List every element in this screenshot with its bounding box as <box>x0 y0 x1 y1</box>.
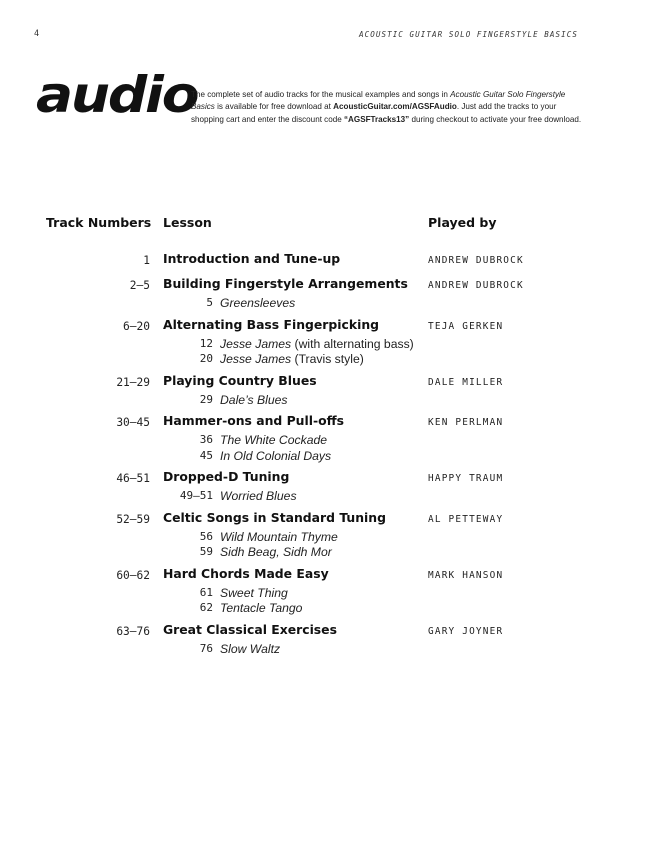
track-row-main <box>0 412 648 433</box>
song-title-line <box>220 545 332 559</box>
song-title: Jesse James <box>220 352 292 366</box>
song-title-line <box>220 489 297 503</box>
track-row-main <box>0 621 648 642</box>
track-row <box>0 275 648 312</box>
song-title: The White Cockade <box>220 433 328 447</box>
lesson-title: Playing Country Blues <box>163 372 317 388</box>
track-row-main <box>0 275 648 296</box>
lesson-title: Great Classical Exercises <box>163 621 337 637</box>
lesson-title: Introduction and Tune-up <box>163 251 341 266</box>
song-row <box>0 449 648 465</box>
lesson-title: Building Fingerstyle Arrangements <box>163 276 408 291</box>
track-row-main <box>0 565 648 586</box>
track-row-main <box>0 250 648 271</box>
performer-name: DALE MILLER <box>428 376 504 388</box>
song-title: In Old Colonial Days <box>220 448 332 463</box>
song-title-line <box>220 586 288 600</box>
song-row <box>0 642 648 658</box>
discount-code: “AGSFTracks13” <box>344 114 410 124</box>
performer-name: TEJA GERKEN <box>428 320 504 332</box>
track-range: 6–20 <box>123 319 150 333</box>
intro-text: during checkout to activate your free download. <box>409 114 582 124</box>
track-range: 1 <box>143 254 150 267</box>
song-title: Sidh Beag, Sidh Mor <box>220 545 332 559</box>
performer-name: ANDREW DUBROCK <box>428 255 524 266</box>
track-row-main <box>0 509 648 530</box>
song-track-number: 29 <box>199 392 213 406</box>
track-range: 46–51 <box>116 472 150 485</box>
column-header-lesson: Lesson <box>163 215 212 230</box>
song-track-number: 45 <box>199 448 213 462</box>
track-range: 2–5 <box>129 279 150 292</box>
song-row <box>0 586 648 602</box>
lesson-title: Hard Chords Made Easy <box>163 565 329 581</box>
song-title-line <box>220 601 302 615</box>
song-row <box>0 393 648 409</box>
performer-name: HAPPY TRAUM <box>428 473 504 484</box>
intro-text: The complete set of audio tracks for the musical examples and songs in <box>191 90 451 99</box>
track-row-main <box>0 316 648 337</box>
track-row <box>0 412 648 464</box>
song-title-line <box>220 449 331 463</box>
song-row <box>0 489 648 505</box>
song-title-line <box>220 296 295 310</box>
track-row <box>0 621 648 658</box>
song-track-number: 61 <box>199 585 213 599</box>
track-list <box>0 250 648 661</box>
lesson-title: Hammer-ons and Pull-offs <box>163 413 345 428</box>
song-title: Dale’s Blues <box>220 392 288 407</box>
page-title: audio <box>36 66 198 124</box>
song-track-number: 76 <box>199 641 213 655</box>
track-row <box>0 509 648 561</box>
song-title-line <box>220 352 364 366</box>
song-title: Slow Waltz <box>220 641 281 656</box>
performer-name: AL PETTEWAY <box>428 513 504 525</box>
performer-name: KEN PERLMAN <box>428 417 504 428</box>
song-track-number: 49–51 <box>179 489 213 502</box>
track-row <box>0 250 648 271</box>
performer-name: MARK HANSON <box>428 569 504 581</box>
song-title: Sweet Thing <box>220 585 288 600</box>
song-row <box>0 296 648 312</box>
track-row <box>0 372 648 409</box>
song-title-line <box>220 642 280 656</box>
page-number: 4 <box>34 29 40 39</box>
track-range: 60–62 <box>116 568 150 582</box>
track-range: 63–76 <box>116 624 150 638</box>
song-title: Wild Mountain Thyme <box>220 529 338 544</box>
song-row <box>0 601 648 617</box>
song-row <box>0 433 648 449</box>
running-head: ACOUSTIC GUITAR SOLO FINGERSTYLE BASICS <box>359 30 578 39</box>
song-note: (Travis style) <box>291 352 364 366</box>
column-header-track-numbers: Track Numbers <box>46 215 152 230</box>
track-range: 21–29 <box>116 375 150 389</box>
song-row <box>0 545 648 561</box>
song-row <box>0 530 648 546</box>
intro-text: is available for free download at <box>214 102 334 112</box>
lesson-title: Dropped-D Tuning <box>163 469 290 484</box>
song-title-line <box>220 530 338 544</box>
song-row <box>0 352 648 368</box>
track-row <box>0 316 648 368</box>
intro-paragraph <box>191 89 591 126</box>
download-url[interactable]: AcousticGuitar.com/AGSFAudio <box>333 102 457 112</box>
track-row-main <box>0 372 648 393</box>
lesson-title: Celtic Songs in Standard Tuning <box>163 509 386 525</box>
track-row <box>0 468 648 505</box>
song-track-number: 62 <box>199 601 213 614</box>
song-track-number: 59 <box>199 545 213 558</box>
performer-name: ANDREW DUBROCK <box>428 280 524 291</box>
song-title: Tentacle Tango <box>220 601 303 615</box>
column-header-played-by: Played by <box>428 215 497 230</box>
lesson-title: Alternating Bass Fingerpicking <box>163 316 380 332</box>
song-track-number: 5 <box>206 296 213 309</box>
song-track-number: 36 <box>199 433 213 446</box>
book-title: Acoustic Guitar Solo Fingerstyle Basics <box>191 90 566 112</box>
song-row <box>0 337 648 353</box>
song-track-number: 12 <box>199 336 213 350</box>
song-title: Greensleeves <box>220 296 296 310</box>
song-title-line <box>220 433 327 447</box>
song-title-line <box>220 337 414 351</box>
track-row-main <box>0 468 648 489</box>
track-row <box>0 565 648 617</box>
song-title: Worried Blues <box>220 489 297 503</box>
song-title: Jesse James <box>220 336 292 351</box>
song-title-line <box>220 393 288 407</box>
track-range: 30–45 <box>116 416 150 429</box>
performer-name: GARY JOYNER <box>428 625 504 637</box>
intro-text: . Just add the tracks to your shopping cart and enter the discount code <box>191 102 557 124</box>
song-track-number: 56 <box>199 529 213 543</box>
song-track-number: 20 <box>199 352 213 365</box>
track-range: 52–59 <box>116 512 150 526</box>
song-note: (with alternating bass) <box>291 336 414 351</box>
